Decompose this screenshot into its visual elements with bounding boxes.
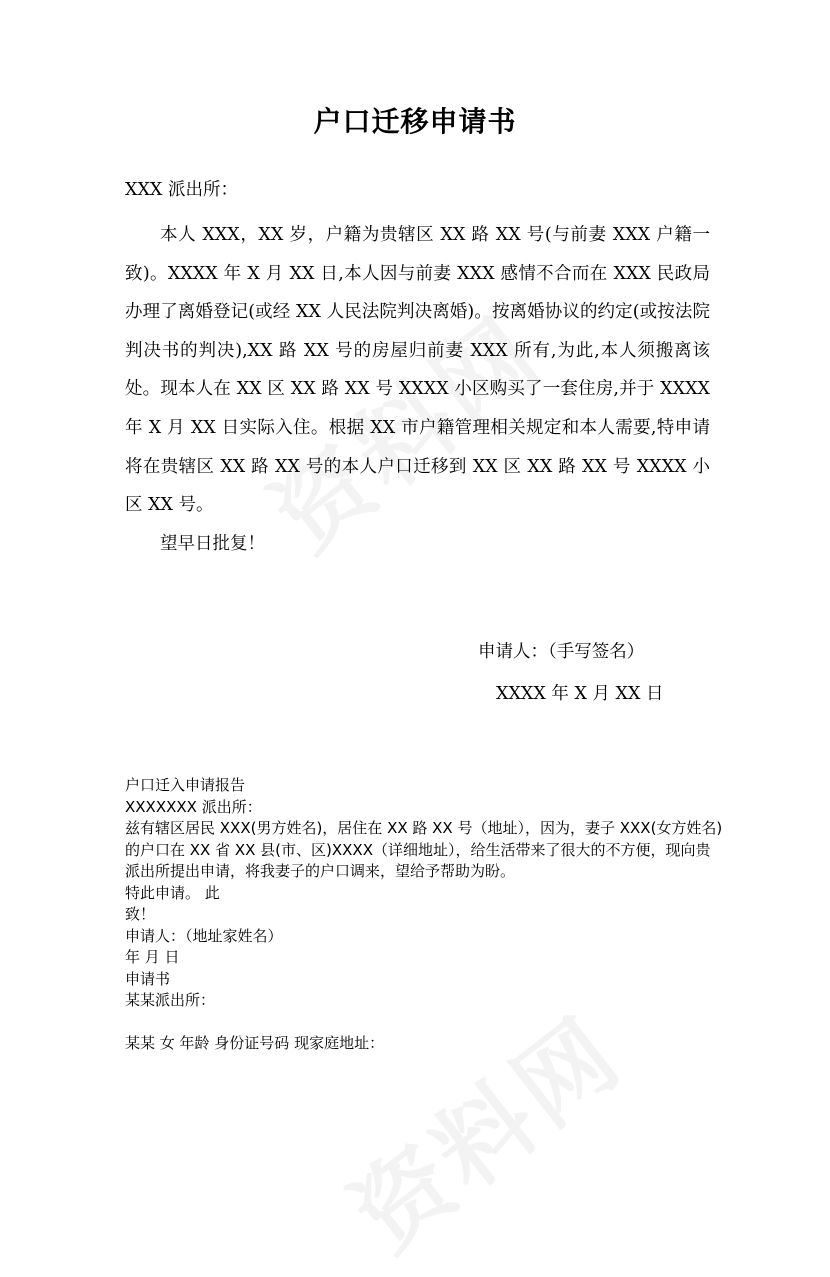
document-title: 户口迁移申请书 [313, 105, 517, 138]
salute-line: 致！ [125, 905, 156, 923]
special-request: 特此申请。 此 [125, 883, 220, 902]
form-salutation: 某某派出所： [125, 991, 216, 1009]
second-date: 年 月 日 [125, 948, 180, 966]
second-title: 户口迁入申请报告 [125, 776, 246, 794]
second-salutation: XXXXXXX 派出所： [125, 797, 262, 816]
form-title: 申请书 [125, 969, 171, 988]
second-paragraph: 兹有辖区居民 XXX(男方姓名)，居住在 XX 路 XX 号（地址），因为，妻子 XXX(女方姓名)的户口在 XX 省 XX 县(市、区)XXXX（详细地址），给生活带来了很大的不方便，现向贵派出所提出申请，将我妻子的户口调来，望给予帮助为盼。 [125, 819, 723, 880]
closing-line: 望早日批复！ [160, 533, 265, 554]
form-fields: 某某 女 年龄 身份证号码 现家庭地址： [125, 1034, 385, 1052]
letter-date: XXXX 年 X 月 XX 日 [496, 684, 664, 704]
second-document [125, 775, 725, 1055]
blank-line [125, 1012, 725, 1034]
salutation: XXX 派出所： [125, 180, 238, 200]
applicant-signature: 申请人：（手写签名） [478, 642, 645, 662]
second-applicant: 申请人：（地址家姓名） [125, 926, 283, 945]
letter-paragraph: 本人 XXX，XX 岁，户籍为贵辖区 XX 路 XX 号(与前妻 XXX 户籍一致)。XXXX 年 X 月 XX 日,本人因与前妻 XXX 感情不合而在 XXX 民政局办理了离婚登记(或经 XX 人民法院判决离婚)。按离婚协议的约定(或按法院判决书的判决),XX 路 XX 号的房屋归前妻 XXX 所有,为此,本人须搬离该处。现本人在 XX 区 XX 路 XX 号 XXXX 小区购买了一套住房,并于 XXXX 年 X 月 XX 日实际入住。根据 XX 市户籍管理相关规定和本人需要,特申请将在贵辖区 XX 路 XX 号的本人户口迁移到 XX 区 XX 路 XX 号 XXXX 小区 XX 号。 [125, 225, 710, 516]
letter-body [125, 176, 710, 563]
